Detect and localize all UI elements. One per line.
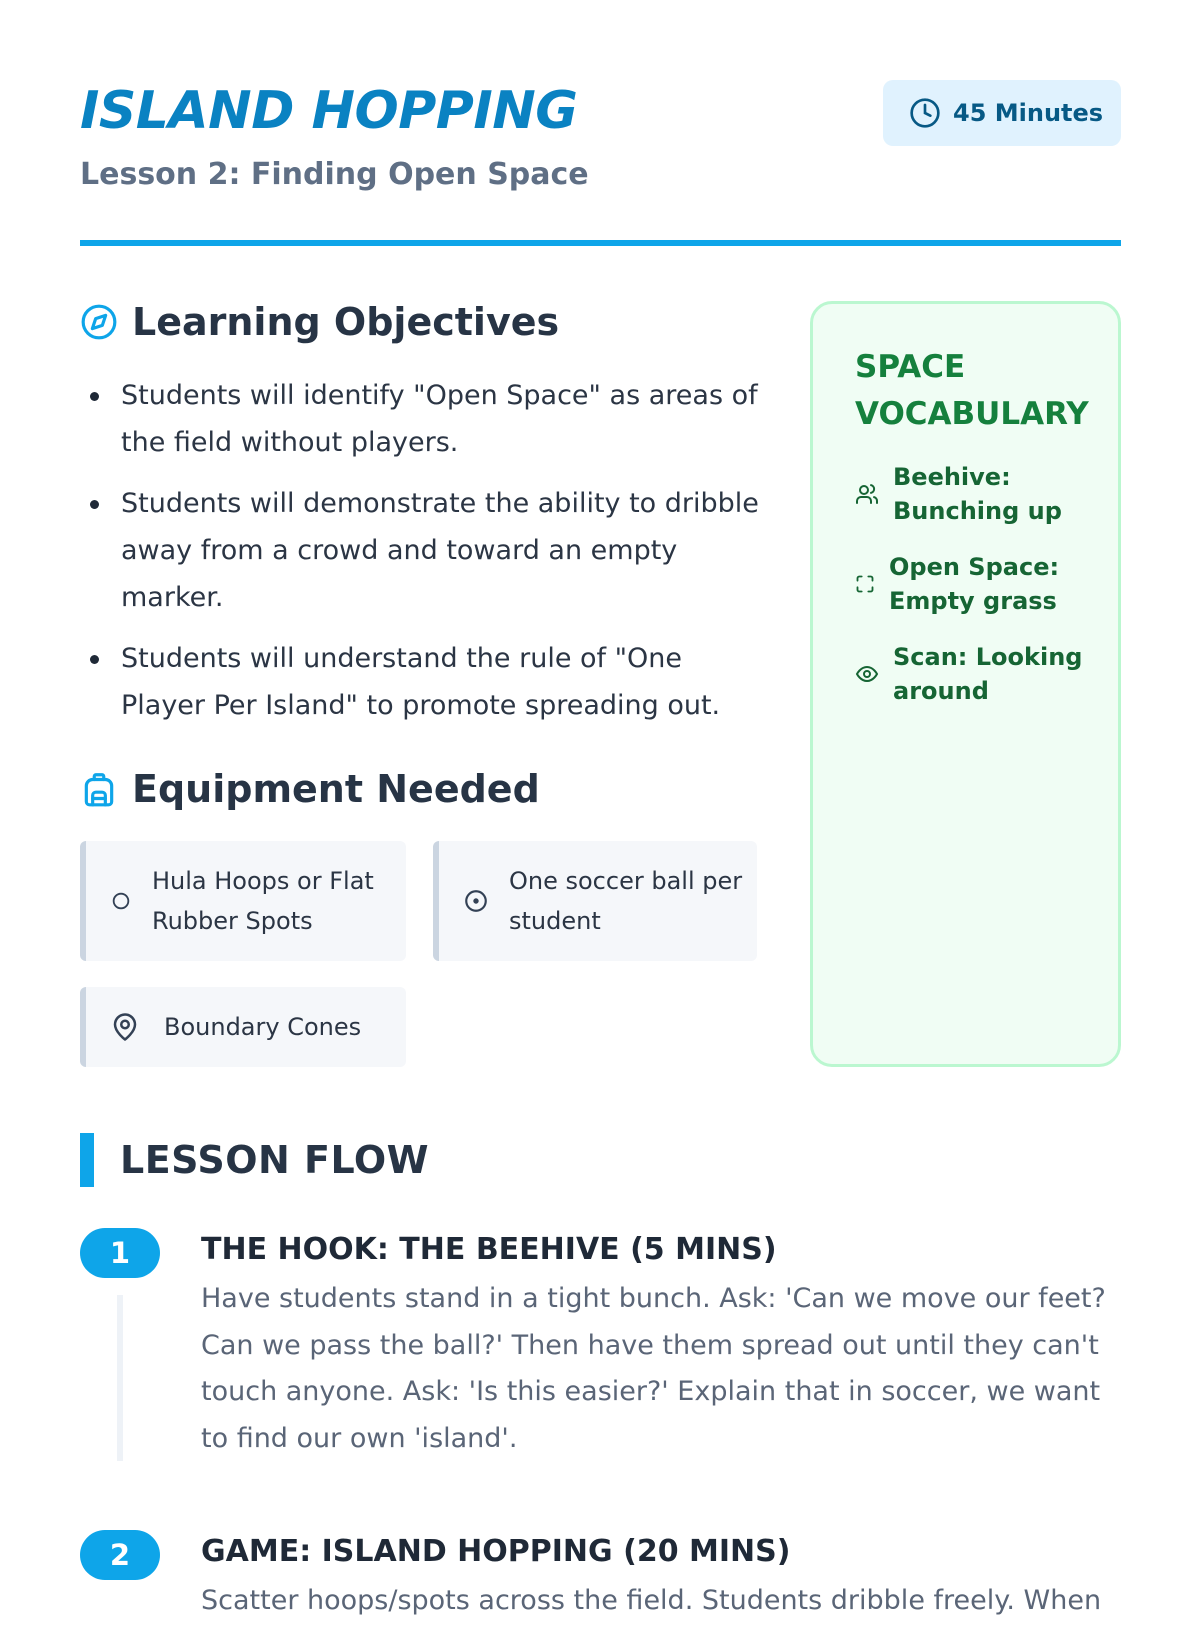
compass-icon: [80, 303, 118, 341]
vocabulary-text: Open Space: Empty grass: [889, 553, 1060, 615]
equipment-label: Boundary Cones: [164, 1013, 362, 1041]
step-description: Scatter hoops/spots across the field. Students dribble freely. When: [201, 1585, 1102, 1616]
lesson-flow-heading: [80, 1133, 429, 1187]
equipment-label: One soccer ball per student: [509, 867, 743, 935]
equipment-heading-label: Equipment Needed: [132, 767, 540, 811]
step-description: Have students stand in a tight bunch. Ask: 'Can we move our feet? Can we pass the ball?' Then have them spread out until they can't touch anyone. Ask: 'Is this easier?' Explain that in soccer, we want to find our own 'island'.: [201, 1283, 1106, 1454]
backpack-icon: [80, 770, 118, 808]
vocabulary-item: [855, 640, 1098, 708]
page-title: ISLAND HOPPING: [80, 81, 578, 141]
header-divider: [80, 240, 1121, 246]
target-icon: [463, 888, 489, 914]
vocabulary-card: [810, 301, 1121, 1067]
list-item: Students will understand the rule of "One Player Per Island" to promote spreading out.: [88, 635, 768, 729]
lesson-subtitle: Lesson 2: Finding Open Space: [80, 157, 589, 192]
heading-accent-bar: [80, 1133, 94, 1187]
vocabulary-title: SPACE VOCABULARY: [855, 349, 1089, 432]
list-item: Students will demonstrate the ability to dribble away from a crowd and toward an empty marker.: [88, 480, 768, 621]
equipment-heading: [80, 767, 540, 811]
equipment-item: [80, 841, 406, 961]
objectives-heading-label: Learning Objectives: [132, 300, 560, 344]
step-title: THE HOOK: THE BEEHIVE (5 MINS): [201, 1232, 777, 1267]
users-icon: [855, 482, 879, 506]
step-number-badge: 2: [80, 1530, 160, 1580]
step-number-badge: 1: [80, 1228, 160, 1278]
equipment-item: [80, 987, 406, 1067]
equipment-item: [433, 841, 757, 961]
objectives-heading: [80, 300, 559, 344]
vocabulary-text: Scan: Looking around: [893, 643, 1083, 705]
step-title: GAME: ISLAND HOPPING (20 MINS): [201, 1534, 791, 1569]
vocabulary-text: Beehive: Bunching up: [893, 463, 1062, 525]
lesson-flow-heading-label: LESSON FLOW: [120, 1138, 430, 1182]
list-item: Students will identify "Open Space" as areas of the field without players.: [88, 372, 768, 466]
equipment-label: Hula Hoops or Flat Rubber Spots: [152, 867, 374, 935]
frame-icon: [855, 574, 875, 594]
objectives-list: [88, 372, 768, 743]
vocabulary-item: [855, 550, 1098, 618]
eye-icon: [855, 662, 879, 686]
map-pin-icon: [110, 1012, 140, 1042]
step-connector-line: [117, 1295, 123, 1461]
clock-icon: [909, 97, 941, 129]
circle-icon: [110, 890, 132, 912]
vocabulary-item: [855, 460, 1098, 528]
duration-label: 45 Minutes: [953, 99, 1104, 127]
duration-badge: [883, 80, 1121, 146]
